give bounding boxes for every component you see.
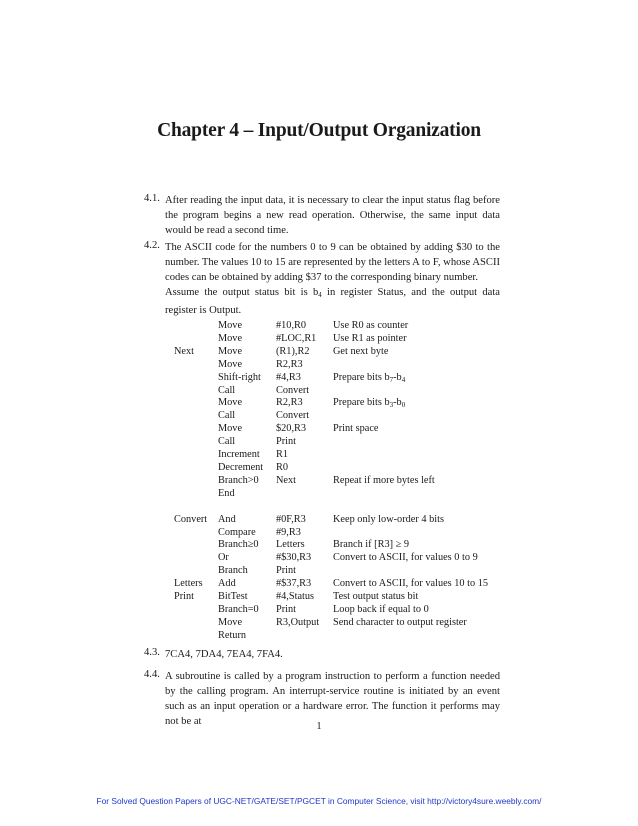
code-label: Convert [174, 513, 208, 525]
item-text: 7CA4, 7DA4, 7EA4, 7FA4. [165, 649, 283, 660]
code-comment: Prepare bits $b_3-b_0$ [333, 397, 406, 410]
code-arg: Convert [276, 384, 310, 396]
item-text: The ASCII code for the numbers 0 to 9 can be obtained by adding $30 to the number. The values 10 to 15 are represented by the letters A to F, whose ASCII codes can be obtained by adding $37 to the corresponding binary number. [165, 242, 500, 283]
code-comment: Get next byte [333, 345, 389, 357]
code-line [0, 578, 638, 591]
code-comment: Use R0 as counter [333, 320, 409, 331]
code-arg: #$30,R3 [276, 552, 312, 564]
code-line [0, 359, 638, 372]
code-op: Move [218, 332, 243, 344]
code-line [0, 423, 638, 436]
code-line [0, 320, 638, 333]
code-comment: Print space [333, 423, 379, 435]
page-number: 1 [316, 721, 322, 732]
code-op: Call [218, 436, 236, 448]
code-arg: R0 [276, 461, 289, 473]
code-line [0, 604, 638, 617]
item-number: 4.3. [144, 647, 160, 658]
item-text: After reading the input data, it is necessary to clear the input status flag before the program begins a new read operation. Otherwise, the same input data would be read a second time. [165, 195, 500, 236]
code-arg: (R1),R2 [276, 345, 310, 357]
code-op: Compare [218, 526, 256, 538]
code-comment: Convert to ASCII, for values 10 to 15 [333, 578, 489, 590]
code-line [0, 346, 638, 359]
code-comment: Send character to output register [333, 616, 467, 628]
code-op: Shift-right [218, 371, 261, 383]
code-line [0, 475, 638, 488]
code-arg: R2,R3 [276, 358, 303, 370]
code-line [0, 488, 638, 501]
code-arg: #9,R3 [276, 526, 301, 538]
code-arg: Convert [276, 410, 310, 422]
code-line [0, 591, 638, 604]
code-op: Branch=0 [218, 603, 259, 615]
code-op: Move [218, 616, 243, 628]
code-comment: Keep only low-order 4 bits [333, 513, 444, 525]
code-label: Print [174, 591, 195, 602]
code-comment: Repeat if more bytes left [333, 474, 435, 486]
code-arg: Print [276, 565, 297, 577]
code-op: Increment [218, 449, 260, 460]
code-line [0, 410, 638, 423]
code-op: Move [218, 345, 243, 357]
code-line [0, 333, 638, 346]
code-label: Letters [174, 578, 203, 590]
code-comment: Use R1 as pointer [333, 332, 407, 344]
code-arg: R3,Output [276, 616, 320, 628]
code-line [0, 539, 638, 552]
code-arg: #4,R3 [276, 371, 301, 383]
code-comment: Convert to ASCII, for values 0 to 9 [333, 552, 478, 564]
code-arg: Letters [276, 539, 305, 551]
chapter-title: Chapter 4 – Input/Output Organization [157, 120, 481, 141]
code-arg: Print [276, 436, 297, 448]
code-op: Call [218, 410, 236, 422]
code-arg: Print [276, 603, 297, 615]
code-op: Decrement [218, 461, 264, 473]
code-op: Move [218, 397, 243, 409]
code-line [0, 436, 638, 449]
code-line [0, 552, 638, 565]
code-op: BitTest [218, 591, 248, 602]
footer-link[interactable]: For Solved Question Papers of UGC-NET/GATE/SET/PGCET in Computer Science, visit http://victory4sure.weebly.com/ [96, 796, 542, 806]
code-line [0, 514, 638, 527]
code-op: And [218, 513, 236, 525]
code-line [0, 397, 638, 410]
code-comment: Branch if [R3] ≥ 9 [333, 539, 409, 551]
code-comment: Prepare bits $b_7-b_4$ [333, 371, 406, 384]
code-line [0, 630, 638, 643]
code-op: Move [218, 423, 243, 435]
item-number: 4.1. [144, 193, 160, 204]
code-op: Move [218, 358, 243, 370]
item-number: 4.4. [144, 669, 160, 680]
code-line [0, 449, 638, 462]
code-label: Next [174, 345, 195, 357]
code-arg: #0F,R3 [276, 513, 306, 525]
code-op: Add [218, 578, 236, 590]
code-arg: $20,R3 [276, 423, 307, 435]
code-arg: #4,Status [276, 591, 315, 602]
code-op: Branch [218, 565, 248, 577]
code-op: Branch≥0 [218, 539, 259, 551]
code-arg: Next [276, 474, 297, 486]
code-arg: R1 [276, 449, 289, 460]
code-arg: #$37,R3 [276, 578, 312, 590]
code-op: Call [218, 384, 236, 396]
code-op: Move [218, 320, 243, 331]
item-4-2-assumption: Assume the output status bit is $b_4$ in register Status, and the output data register is Output. [165, 287, 500, 316]
code-line [0, 462, 638, 475]
code-arg: R2,R3 [276, 397, 303, 409]
code-line [0, 527, 638, 540]
item-number: 4.2. [144, 240, 160, 251]
code-op: Branch>0 [218, 474, 259, 486]
code-op: Or [218, 552, 229, 564]
code-line [0, 617, 638, 630]
code-arg: #10,R0 [276, 320, 307, 331]
code-op: Return [218, 629, 247, 641]
code-op: End [218, 487, 235, 499]
code-line [0, 385, 638, 398]
code-arg: #LOC,R1 [276, 332, 317, 344]
item-text: A subroutine is called by a program instruction to perform a function needed by the calling program. An interrupt-service routine is initiated by an event such as an input operation or a hardware error. The function it performs may not be at [165, 671, 500, 727]
code-line [0, 372, 638, 385]
code-line [0, 565, 638, 578]
item-text-continued [165, 285, 500, 318]
code-comment: Loop back if equal to 0 [333, 603, 429, 615]
code-comment: Test output status bit [333, 591, 419, 602]
